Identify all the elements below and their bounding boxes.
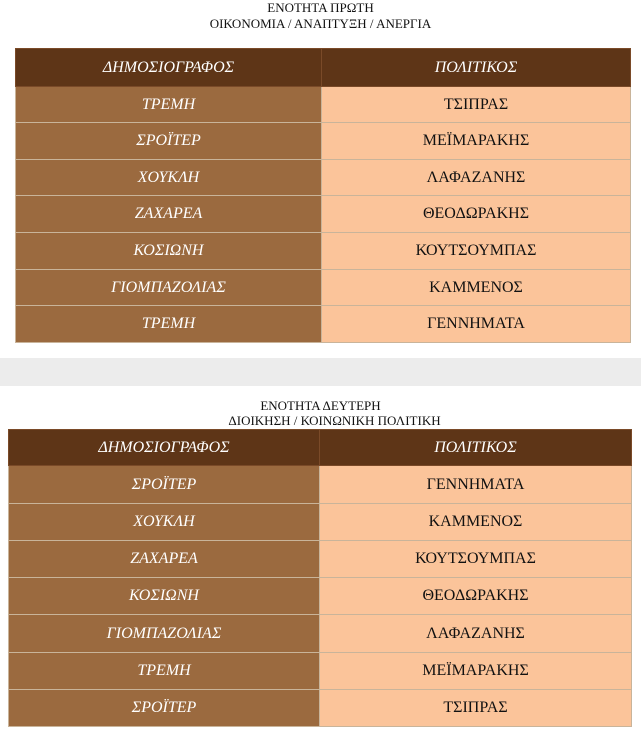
journalist-cell: ΣΡΟΪΤΕΡ <box>9 690 320 727</box>
table-row <box>16 306 631 343</box>
politician-cell: ΓΕΝΝΗΜΑΤΑ <box>320 466 632 504</box>
journalist-cell: ΤΡΕΜΗ <box>16 306 322 343</box>
journalist-cell: ΤΡΕΜΗ <box>16 87 322 123</box>
politician-cell: ΚΑΜΜΕΝΟΣ <box>322 270 631 306</box>
journalist-cell: ΣΡΟΪΤΕΡ <box>9 466 320 504</box>
section-2-title: ΕΝΟΤΗΤΑ ΔΕΥΤΕΡΗ <box>260 398 381 413</box>
politician-cell: ΤΣΙΠΡΑΣ <box>322 87 631 123</box>
politician-cell: ΚΟΥΤΣΟΥΜΠΑΣ <box>322 233 631 270</box>
journalist-cell: ΧΟΥΚΛΗ <box>16 160 322 196</box>
table-row <box>16 233 631 270</box>
politician-cell: ΘΕΟΔΩΡΑΚΗΣ <box>322 196 631 233</box>
journalist-cell: ΖΑΧΑΡΕΑ <box>9 541 320 578</box>
header-politician: ΠΟΛΙΤΙΚΟΣ <box>322 49 631 87</box>
table-row <box>16 123 631 160</box>
header-journalist: ΔΗΜΟΣΙΟΓΡΑΦΟΣ <box>16 49 322 87</box>
page-break <box>0 358 641 386</box>
document-page-1 <box>0 0 641 358</box>
section-2-table <box>8 429 632 727</box>
table-row <box>9 504 632 541</box>
journalist-cell: ΚΟΣΙΩΝΗ <box>16 233 322 270</box>
header-politician: ΠΟΛΙΤΙΚΟΣ <box>320 430 632 466</box>
table-row <box>9 541 632 578</box>
table-row <box>16 270 631 306</box>
table-row <box>9 690 632 727</box>
politician-cell: ΚΟΥΤΣΟΥΜΠΑΣ <box>320 541 632 578</box>
journalist-cell: ΧΟΥΚΛΗ <box>9 504 320 541</box>
table-row <box>9 466 632 504</box>
table-row <box>16 196 631 233</box>
table-header-row <box>16 49 631 87</box>
politician-cell: ΜΕΪΜΑΡΑΚΗΣ <box>320 653 632 690</box>
section-2-subtitle: ΔΙΟΙΚΗΣΗ / ΚΟΙΝΩΝΙΚΗ ΠΟΛΙΤΙΚΗ <box>228 413 441 428</box>
politician-cell: ΘΕΟΔΩΡΑΚΗΣ <box>320 578 632 615</box>
politician-cell: ΜΕΪΜΑΡΑΚΗΣ <box>322 123 631 160</box>
table-row <box>9 653 632 690</box>
section-1-subtitle: ΟΙΚΟΝΟΜΙΑ / ΑΝΑΠΤΥΞΗ / ΑΝΕΡΓΙΑ <box>209 16 432 31</box>
section-1-title: ΕΝΟΤΗΤΑ ΠΡΩΤΗ <box>267 0 374 15</box>
document-page-2 <box>0 386 641 734</box>
politician-cell: ΓΕΝΝΗΜΑΤΑ <box>322 306 631 343</box>
table-row <box>9 578 632 615</box>
table-row <box>9 615 632 653</box>
table-row <box>16 87 631 123</box>
journalist-cell: ΓΙΟΜΠΑΖΟΛΙΑΣ <box>9 615 320 653</box>
header-journalist: ΔΗΜΟΣΙΟΓΡΑΦΟΣ <box>9 430 320 466</box>
politician-cell: ΤΣΙΠΡΑΣ <box>320 690 632 727</box>
journalist-cell: ΤΡΕΜΗ <box>9 653 320 690</box>
journalist-cell: ΖΑΧΑΡΕΑ <box>16 196 322 233</box>
politician-cell: ΛΑΦΑΖΑΝΗΣ <box>322 160 631 196</box>
journalist-cell: ΓΙΟΜΠΑΖΟΛΙΑΣ <box>16 270 322 306</box>
journalist-cell: ΣΡΟΪΤΕΡ <box>16 123 322 160</box>
table-row <box>16 160 631 196</box>
section-1-table <box>15 48 631 343</box>
journalist-cell: ΚΟΣΙΩΝΗ <box>9 578 320 615</box>
politician-cell: ΚΑΜΜΕΝΟΣ <box>320 504 632 541</box>
politician-cell: ΛΑΦΑΖΑΝΗΣ <box>320 615 632 653</box>
table-header-row <box>9 430 632 466</box>
